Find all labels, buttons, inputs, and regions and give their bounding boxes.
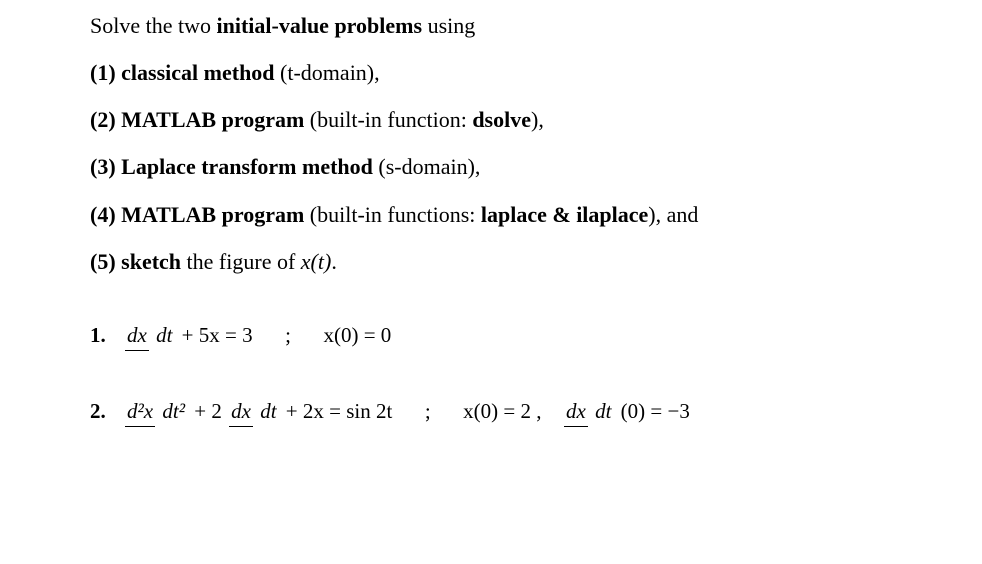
task-bold-function: dsolve xyxy=(472,107,531,132)
derivative-fraction xyxy=(125,322,174,347)
task-text: the figure of xyxy=(181,249,301,274)
intro-tail: using xyxy=(422,13,476,38)
task-item-3 xyxy=(90,156,480,178)
initial-condition-2: (0) = −3 xyxy=(620,398,690,423)
derivative-fraction xyxy=(564,398,613,423)
fraction-numerator: dx xyxy=(564,399,588,427)
equation-coefficient: + 2 xyxy=(194,398,222,423)
problem-number: 2. xyxy=(90,398,106,423)
intro-bold: initial-value problems xyxy=(216,13,423,38)
task-bold: sketch xyxy=(121,249,182,274)
fraction-denominator: dt xyxy=(595,398,612,423)
fraction-numerator: dx xyxy=(229,399,253,427)
separator: ; xyxy=(285,322,291,347)
problem-number: 1. xyxy=(90,322,106,347)
intro-line xyxy=(90,15,475,37)
task-item-2 xyxy=(90,109,544,131)
derivative-fraction xyxy=(229,398,278,423)
task-bold: classical method xyxy=(121,60,275,85)
initial-condition-1: x(0) = 2 , xyxy=(463,398,542,423)
fraction-numerator: d²x xyxy=(125,399,155,427)
task-text-tail: ), xyxy=(531,107,544,132)
task-number: (2) xyxy=(90,107,122,132)
task-number: (1) xyxy=(90,60,122,85)
task-text: (built-in function: xyxy=(304,107,473,132)
task-bold: MATLAB program xyxy=(121,107,305,132)
fraction-numerator: dx xyxy=(125,323,149,351)
task-number: (3) xyxy=(90,154,122,179)
fraction-denominator: dt xyxy=(260,398,277,423)
second-derivative-fraction xyxy=(125,398,187,423)
problem-1 xyxy=(90,323,391,346)
task-item-4 xyxy=(90,204,698,226)
task-tail: . xyxy=(331,249,337,274)
task-number: (4) xyxy=(90,202,122,227)
initial-condition: x(0) = 0 xyxy=(323,322,392,347)
task-bold: Laplace transform method xyxy=(121,154,373,179)
task-item-1 xyxy=(90,62,380,84)
task-text-tail: ), and xyxy=(648,202,699,227)
problem-2 xyxy=(90,399,690,422)
equation-term: + 2x = sin 2t xyxy=(285,398,393,423)
task-text: (t-domain), xyxy=(274,60,380,85)
equation-term: + 5x = 3 xyxy=(181,322,253,347)
task-number: (5) xyxy=(90,249,122,274)
separator: ; xyxy=(424,398,431,423)
task-item-5 xyxy=(90,251,337,273)
fraction-denominator: dt² xyxy=(162,398,186,423)
intro-text: Solve the two xyxy=(90,13,217,38)
task-text: (s-domain), xyxy=(372,154,481,179)
task-text: (built-in functions: xyxy=(304,202,481,227)
task-bold-functions: laplace & ilaplace xyxy=(480,202,649,227)
fraction-denominator: dt xyxy=(156,322,173,347)
task-bold: MATLAB program xyxy=(121,202,305,227)
task-math: x(t) xyxy=(300,249,332,274)
